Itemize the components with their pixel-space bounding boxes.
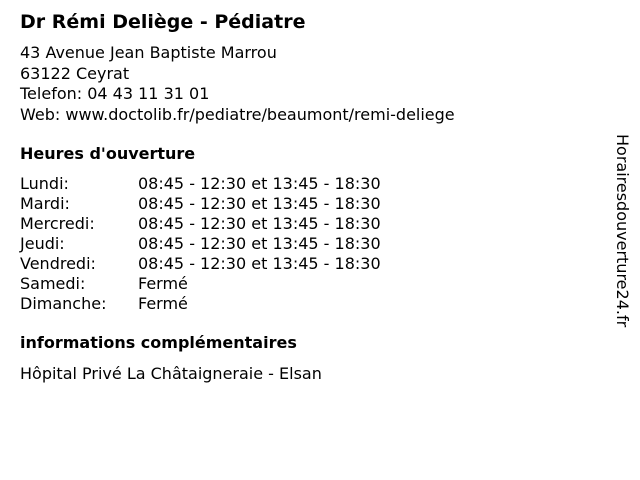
address-block <box>20 43 455 125</box>
phone: Telefon: 04 43 11 31 01 <box>20 84 210 103</box>
hours-time: Fermé <box>138 274 188 293</box>
hours-day: Vendredi: <box>20 254 96 273</box>
hours-time: Fermé <box>138 294 188 313</box>
hours-day: Lundi: <box>20 174 69 193</box>
hours-table <box>20 174 440 314</box>
street-address: 43 Avenue Jean Baptiste Marrou <box>20 43 277 62</box>
hours-row-wednesday <box>20 214 440 234</box>
watermark: Horairesdouverture24.fr <box>613 134 632 328</box>
hours-heading: Heures d'ouverture <box>20 144 196 163</box>
hours-day: Dimanche: <box>20 294 107 313</box>
hours-day: Samedi: <box>20 274 86 293</box>
hours-time: 08:45 - 12:30 et 13:45 - 18:30 <box>138 174 381 193</box>
page-title: Dr Rémi Deliège - Pédiatre <box>20 11 306 33</box>
hours-time: 08:45 - 12:30 et 13:45 - 18:30 <box>138 194 381 213</box>
hours-time: 08:45 - 12:30 et 13:45 - 18:30 <box>138 234 381 253</box>
hours-time: 08:45 - 12:30 et 13:45 - 18:30 <box>138 254 381 273</box>
hours-row-saturday <box>20 274 440 294</box>
hours-row-thursday <box>20 234 440 254</box>
hours-row-tuesday <box>20 194 440 214</box>
website: Web: www.doctolib.fr/pediatre/beaumont/remi-deliege <box>20 104 455 124</box>
hours-row-friday <box>20 254 440 274</box>
hours-time: 08:45 - 12:30 et 13:45 - 18:30 <box>138 214 381 233</box>
city: 63122 Ceyrat <box>20 63 130 83</box>
hours-row-monday <box>20 174 440 194</box>
hours-day: Mercredi: <box>20 214 95 233</box>
hours-day: Jeudi: <box>20 234 65 253</box>
hours-row-sunday <box>20 294 440 314</box>
info-heading: informations complémentaires <box>20 333 297 352</box>
info-text: Hôpital Privé La Châtaigneraie - Elsan <box>20 364 322 383</box>
hours-day: Mardi: <box>20 194 70 213</box>
